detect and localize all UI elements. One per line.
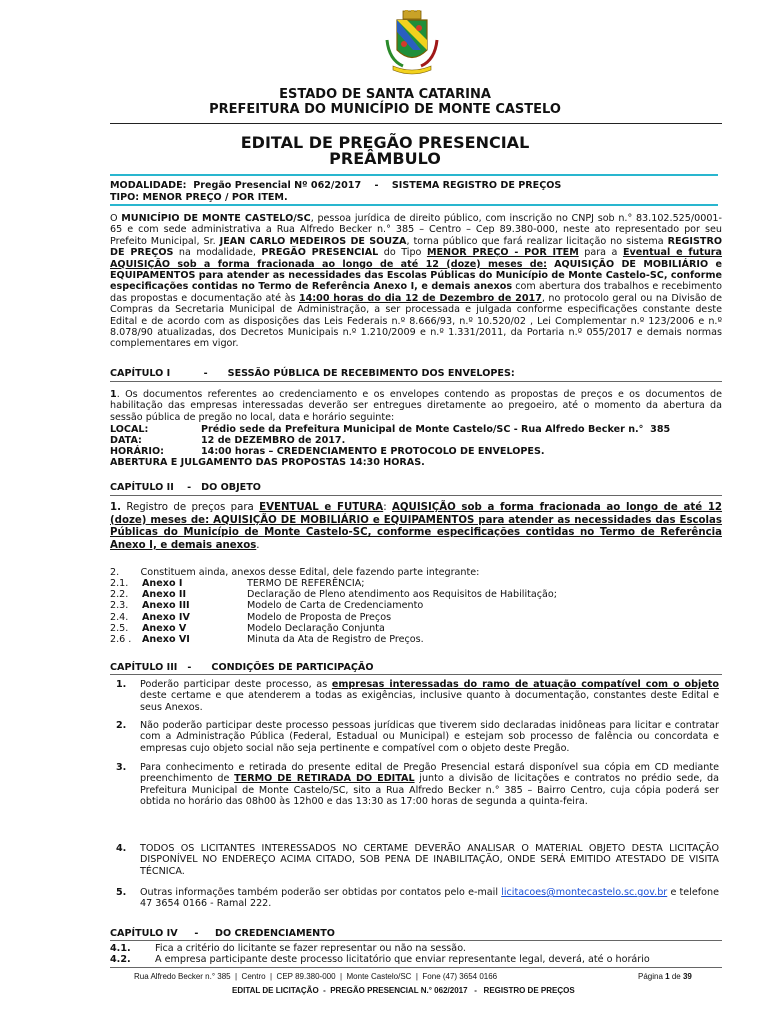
condition-number: 5.	[116, 887, 127, 898]
condition-number: 3.	[116, 762, 127, 773]
annex-name: Anexo IV	[142, 611, 190, 623]
condition-text: Não poderão participar deste processo pessoas jurídicas que tiverem sido declaradas inidôneas para licitar e contratar com a Administração Pública (Federal, Estadual ou Municipal) e estejam sob processo de falência ou concordata e empresas cujo objeto social não seja pertinente e compatível com o objeto deste Pregão.	[140, 720, 719, 754]
chapter-3-divider	[110, 674, 722, 675]
annex-name: Anexo VI	[142, 634, 190, 645]
annex-description: Declaração de Pleno atendimento aos Requisitos de Habilitação;	[247, 589, 558, 601]
page-number: 1	[665, 972, 670, 981]
local-value: Prédio sede da Prefeitura Municipal de Monte Castelo/SC - Rua Alfredo Becker n.° 385	[201, 424, 671, 435]
chapter-2-paragraph-1: 1. Registro de preços para EVENTUAL e FUTURA: AQUISIÇÃO sob a forma fracionada ao longo de até 12 (doze) meses de: AQUISIÇÃO DE MOBILIÁRIO e EQUIPAMENTOS para atender as necessidades das Escolas Públicas do Município de Monte Castelo-SC, conforme especificações contidas no Termo de Referência Anexo I, e demais anexos.	[110, 502, 723, 551]
annex-description: Modelo de Proposta de Preços	[247, 611, 392, 623]
document-title: EDITAL DE PREGÃO PRESENCIAL	[240, 133, 530, 152]
annex-number: 2.2.	[110, 589, 129, 601]
page-mid: de	[669, 972, 683, 981]
condition-text: Outras informações também poderão ser obtidas por contatos pelo e-mail licitacoes@montecastelo.sc.gov.br e telefone 47 3654 0166 - Ramal 222.	[140, 887, 719, 910]
footer-address: Rua Alfredo Becker n.° 385 | Centro | CEP 89.380-000 | Monte Castelo/SC | Fone (47) 3654 0166	[134, 972, 498, 981]
annex-description: Modelo de Carta de Credenciamento	[247, 600, 424, 612]
modalidade-line: MODALIDADE: Pregão Presencial Nº 062/2017 - SISTEMA REGISTRO DE PREÇOS	[110, 180, 562, 191]
document-subtitle: PREÂMBULO	[329, 149, 441, 168]
credenciamento-text: Fica a critério do licitante se fazer representar ou não na sessão.	[155, 943, 466, 954]
chapter-2-paragraph-2: 2. Constituem ainda, anexos desse Edital, dele fazendo parte integrante:	[110, 567, 480, 578]
chapter-4-heading: CAPÍTULO IV - DO CREDENCIAMENTO	[110, 928, 335, 939]
annex-number: 2.4.	[110, 611, 129, 623]
data-label: DATA:	[110, 435, 142, 446]
page-total: 39	[682, 972, 692, 981]
preamble-paragraph: O MUNICÍPIO DE MONTE CASTELO/SC, pessoa jurídica de direito público, com inscrição no CNPJ sob n.° 83.102.525/0001-65 e com sede administrativa a Rua Alfredo Becker n.° 385 – Centro – Cep 89.380-000, neste ato representado por seu Prefeito Municipal, Sr. JEAN CARLO MEDEIROS DE SOUZA, torna público que fará realizar licitação no sistema REGISTRO DE PREÇOS na modalidade, PREGÃO PRESENCIAL do Tipo MENOR PREÇO - POR ITEM para a Eventual e futura AQUISIÇÃO sob a forma fracionada ao longo de até 12 (doze) meses de: AQUISIÇÃO DE MOBILIÁRIO e EQUIPAMENTOS para atender as necessidades das Escolas Públicas do Município de Monte Castelo-SC, conforme especificações contidas no Termo de Referência Anexo I, e demais anexos com abertura dos trabalhos e recebimento das propostas e documentação até às 14:00 horas do dia 12 de Dezembro de 2017, no protocolo geral ou na Divisão de Compras da Secretaria Municipal de Administração, a ser processada e julgada conforme especificações constante deste Edital e de acordo com as disposições das Leis Federais n.º 8.666/93, n.º 10.520/02 , Lei Complementar n.º 123/2006 e n.º 8.078/90 atualizadas, dos Decretos Municipais n.º 1.210/2009 e n.º 1.331/2011, da Portaria n.º 055/2017 e demais normas complementares em vigor.	[110, 213, 723, 350]
condition-text: Poderão participar deste processo, as empresas interessadas do ramo de atuação compatível com o objeto deste certame e que atenderem a todas as exigências, inclusive quanto à documentação, constantes deste Edital e seus Anexos.	[140, 679, 719, 713]
annex-name: Anexo III	[142, 600, 190, 612]
condition-number: 4.	[116, 843, 127, 854]
footer-edital-line: EDITAL DE LICITAÇÃO - PREGÃO PRESENCIAL N.° 062/2017 - REGISTRO DE PREÇOS	[232, 986, 575, 995]
annex-number: 2.1.	[110, 578, 129, 589]
chapter-1-heading: CAPÍTULO I - SESSÃO PÚBLICA DE RECEBIMENTO DOS ENVELOPES:	[110, 368, 515, 379]
chapter-2-divider	[110, 495, 722, 496]
state-heading: ESTADO DE SANTA CATARINA	[279, 87, 491, 102]
horario-value: 14:00 horas – CREDENCIAMENTO E PROTOCOLO DE ENVELOPES.	[201, 446, 545, 457]
chapter-3-heading: CAPÍTULO III - CONDIÇÕES DE PARTICIPAÇÃO	[110, 662, 374, 673]
condition-text: TODOS OS LICITANTES INTERESSADOS NO CERTAME DEVERÃO ANALISAR O MATERIAL OBJETO DESTA LICITAÇÃO DISPONÍVEL NO ENDEREÇO ACIMA CITADO, SOB PENA DE INABILITAÇÃO, ONDE SERÁ EMITIDO ATESTADO DE VISITA TÉCNICA.	[140, 843, 719, 877]
chapter-4-divider	[110, 940, 722, 941]
chapter-1-divider	[110, 381, 722, 382]
annex-description: TERMO DE REFERÊNCIA;	[247, 578, 365, 589]
condition-number: 2.	[116, 720, 127, 731]
chapter-2-heading: CAPÍTULO II - DO OBJETO	[110, 482, 261, 493]
credenciamento-text: A empresa participante deste processo licitatório que enviar representante legal, deverá, até o horário	[155, 954, 650, 966]
annex-description: Modelo Declaração Conjunta	[247, 622, 385, 634]
annex-name: Anexo I	[142, 578, 183, 589]
header-divider	[110, 123, 722, 124]
credenciamento-number: 4.1.	[110, 943, 131, 954]
annex-number: 2.3.	[110, 600, 129, 612]
annex-number: 2.5.	[110, 622, 129, 634]
coat-of-arms-emblem	[383, 10, 441, 78]
condition-text: Para conhecimento e retirada do presente edital de Pregão Presencial estará disponível sua cópia em CD mediante preenchimento de TERMO DE RETIRADA DO EDITAL junto a divisão de licitações e contratos no prédio sede, da Prefeitura Municipal de Monte Castelo/SC, sito a Rua Alfredo Becker n.° 385 – Bairro Centro, cuja cópia poderá ser obtida no horário das 08h00 às 12h00 e das 13:30 as 17:00 horas de segunda a quinta-feira.	[140, 762, 719, 808]
abertura-line: ABERTURA E JULGAMENTO DAS PROPOSTAS 14:30 HORAS.	[110, 457, 425, 468]
horario-label: HORÁRIO:	[110, 446, 164, 457]
annex-name: Anexo V	[142, 622, 187, 634]
condition-number: 1.	[116, 679, 127, 690]
prefecture-heading: PREFEITURA DO MUNICÍPIO DE MONTE CASTELO	[209, 102, 561, 117]
data-value: 12 de DEZEMBRO de 2017.	[201, 435, 346, 446]
chapter-1-paragraph: 1. Os documentos referentes ao credenciamento e os envelopes contendo as propostas de preços e os documentos de habilitação das empresas interessadas deverão ser entregues diretamente ao pregoeiro, até o momento da abertura da sessão pública de pregão no local, data e horário seguinte:	[110, 389, 722, 423]
modalidade-top-bar	[110, 174, 718, 176]
annex-description: Minuta da Ata de Registro de Preços.	[247, 634, 424, 645]
page-prefix: Página	[638, 972, 666, 981]
annex-number: 2.6 .	[110, 634, 132, 645]
annex-name: Anexo II	[142, 589, 187, 601]
footer-page	[638, 972, 692, 981]
local-label: LOCAL:	[110, 424, 149, 435]
modalidade-bottom-bar	[110, 204, 718, 206]
credenciamento-number: 4.2.	[110, 954, 131, 966]
tipo-line: TIPO: MENOR PREÇO / POR ITEM.	[110, 192, 288, 203]
footer-divider	[110, 967, 722, 968]
